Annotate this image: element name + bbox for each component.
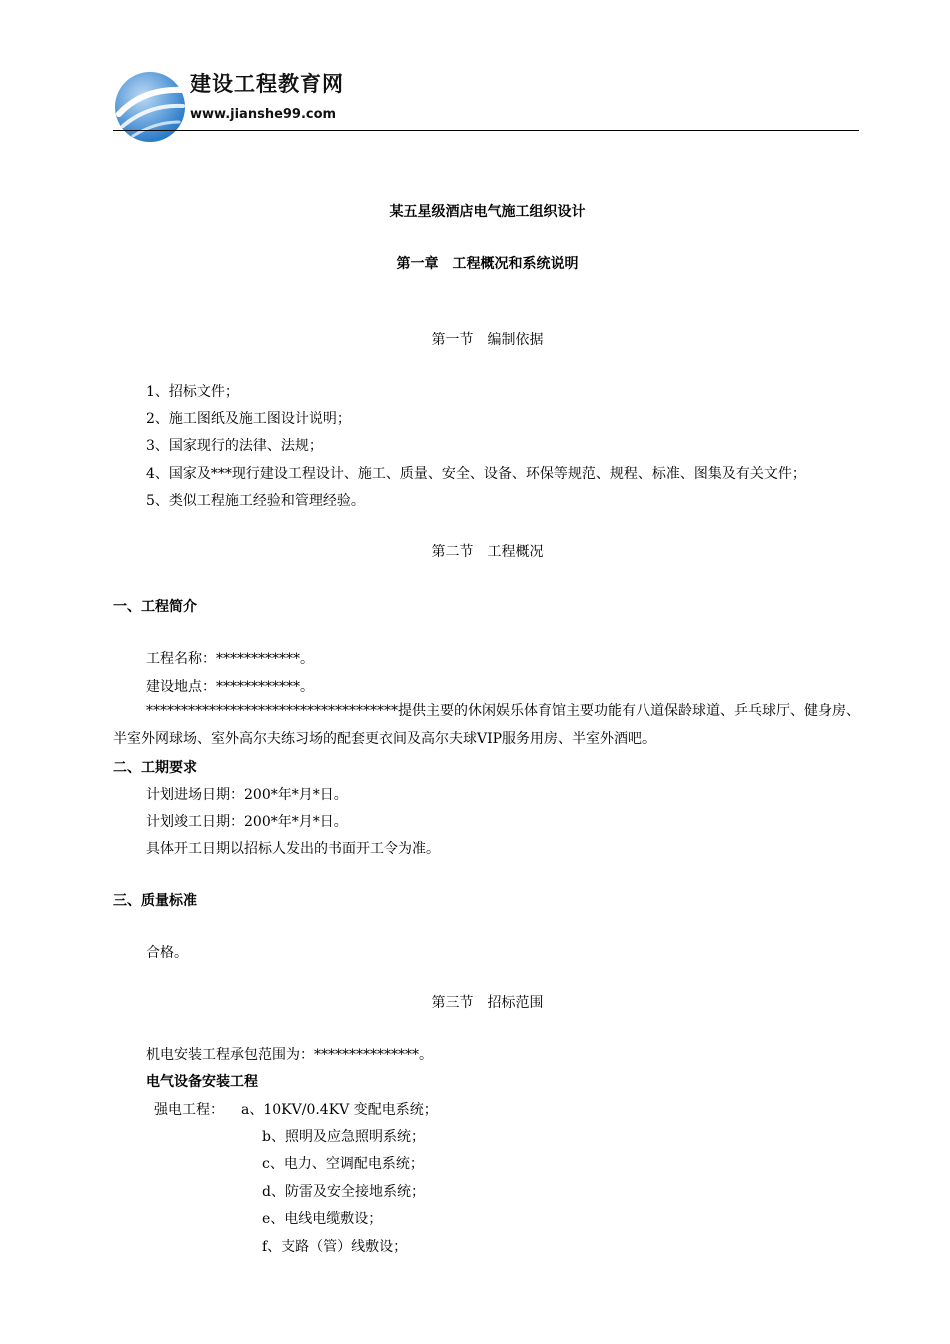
strong-current-label: 强电工程： — [154, 1102, 224, 1118]
brand-name: 建设工程教育网 — [190, 72, 344, 96]
document-title: 某五星级酒店电气施工组织设计 — [389, 204, 586, 220]
list-item: b、照明及应急照明系统； — [262, 1129, 425, 1145]
project-name-line: 工程名称：************。 — [146, 651, 314, 667]
schedule-line: 具体开工日期以招标人发出的书面开工令为准。 — [146, 841, 440, 857]
list-item: 4、国家及***现行建设工程设计、施工、质量、安全、设备、环保等规范、规程、标准、图集及有关文件； — [146, 466, 806, 482]
schedule-line: 计划竣工日期：200*年*月*日。 — [146, 814, 348, 830]
part1-heading: 一、工程简介 — [113, 599, 197, 615]
list-item: d、防雷及安全接地系统； — [262, 1184, 425, 1200]
schedule-line: 计划进场日期：200*年*月*日。 — [146, 787, 348, 803]
list-item: 2、施工图纸及施工图设计说明； — [146, 411, 351, 427]
section3-heading: 第三节 招标范围 — [431, 995, 544, 1011]
list-item: 1、招标文件； — [146, 384, 239, 400]
quality-text: 合格。 — [146, 945, 188, 961]
part3-heading: 三、质量标准 — [113, 893, 197, 909]
electrical-subheading: 电气设备安装工程 — [146, 1074, 258, 1090]
list-item: a、10KV/0.4KV 变配电系统； — [241, 1102, 438, 1118]
list-item: 5、类似工程施工经验和管理经验。 — [146, 493, 365, 509]
section2-heading: 第二节 工程概况 — [431, 544, 544, 560]
list-item: c、电力、空调配电系统； — [262, 1156, 424, 1172]
list-item: 3、国家现行的法律、法规； — [146, 438, 323, 454]
chapter-title: 第一章 工程概况和系统说明 — [396, 256, 579, 272]
scope-line: 机电安装工程承包范围为：***************。 — [146, 1047, 433, 1063]
section1-heading: 第一节 编制依据 — [431, 332, 544, 348]
project-description: ************************************提供主要的休闲娱乐体育馆主要功能有八道保龄球道、乒乓球厅、健身房、半室外网球场、室外高尔夫练习场的配套更衣间及高尔夫球VIP服务用房、半室外酒吧。 — [113, 703, 860, 747]
brand-url[interactable]: www.jianshe99.com — [190, 107, 337, 122]
header-divider — [113, 130, 859, 131]
list-item: e、电线电缆敷设； — [262, 1211, 383, 1227]
project-location-line: 建设地点：************。 — [146, 679, 314, 695]
list-item: f、支路（管）线敷设； — [262, 1239, 408, 1255]
swoosh-globe-icon — [113, 70, 187, 144]
part2-heading: 二、工期要求 — [113, 760, 197, 776]
